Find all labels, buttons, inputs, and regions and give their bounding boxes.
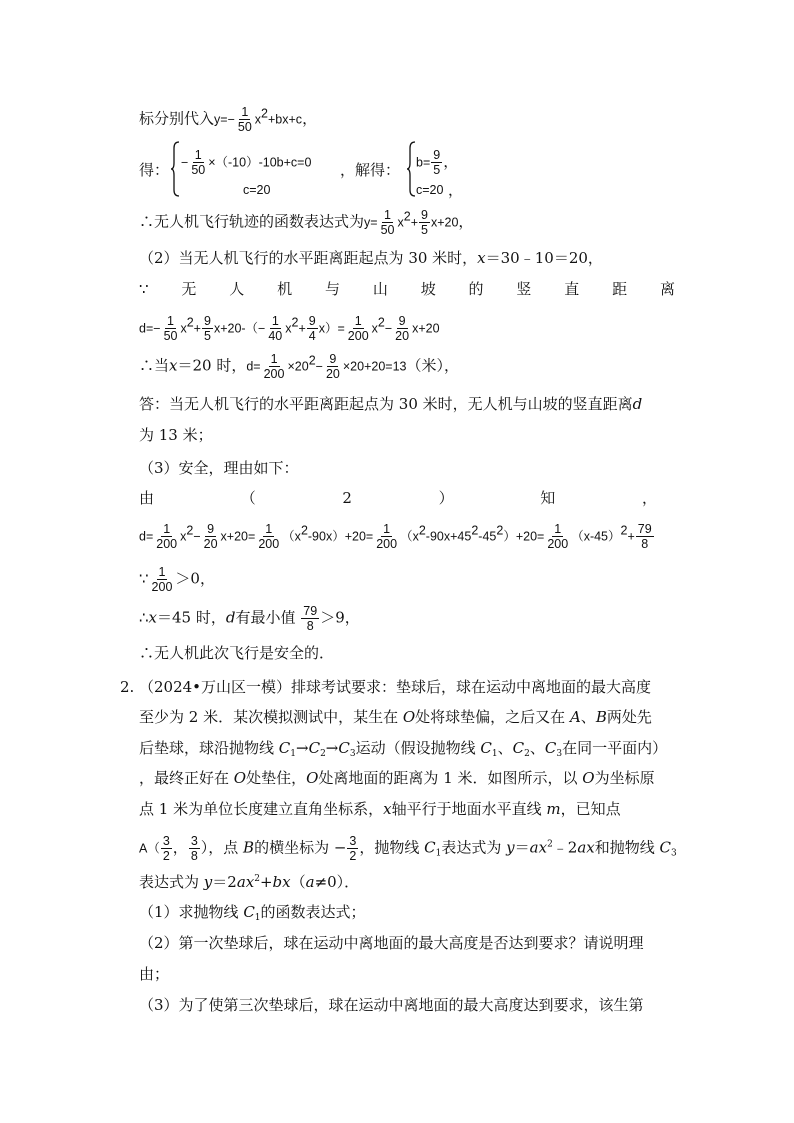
problem-text-line — [139, 872, 359, 892]
distance-expression-line — [139, 314, 440, 343]
variable: x — [477, 249, 486, 267]
denominator: 8 — [641, 537, 649, 551]
text: ∴当 — [139, 356, 170, 375]
text: 处将球垫偏，之后又在 — [415, 708, 570, 726]
variable: x — [148, 608, 158, 627]
minimum-line — [139, 604, 360, 633]
variable: C — [512, 739, 525, 757]
char: 知 — [540, 489, 556, 507]
fraction — [307, 314, 318, 343]
variable: m — [546, 800, 561, 818]
variable: O — [402, 708, 416, 726]
char: 2 — [342, 489, 352, 507]
numerator: 1 — [354, 314, 362, 328]
char: （ — [240, 489, 256, 507]
fraction — [236, 105, 254, 134]
text: 的函数表达式； — [260, 903, 366, 921]
text: ＝2 — [212, 873, 237, 891]
text: 后垫球，球沿抛物线 — [139, 739, 279, 757]
text: → — [296, 739, 309, 757]
text: （2）当无人机飞行的水平距离距起点为 30 米时， — [139, 249, 478, 267]
math: b= — [416, 155, 431, 170]
subscript: 2 — [320, 749, 326, 759]
variable: O — [306, 769, 319, 787]
numerator: 1 — [167, 314, 174, 328]
variable: B — [243, 838, 255, 857]
math: + — [410, 215, 418, 230]
text: ，最终正好在 — [139, 769, 234, 787]
subscript: 3 — [349, 749, 356, 759]
denominator: 200 — [547, 537, 569, 551]
text: ， — [458, 212, 474, 231]
math: x+20-（− — [213, 321, 266, 336]
fraction — [324, 352, 342, 381]
denominator: 200 — [347, 329, 369, 343]
variable: O — [233, 769, 247, 787]
denominator: 200 — [263, 367, 285, 381]
math: ×20+20=13 — [342, 359, 407, 374]
text: （1）求抛物线 — [139, 903, 244, 921]
math: x）= — [318, 321, 345, 336]
text: ≠0）． — [314, 873, 360, 891]
numerator: 1 — [158, 565, 166, 579]
char: ， — [641, 489, 657, 507]
math: （x — [282, 529, 301, 544]
variable: B — [595, 708, 607, 726]
exponent: 2 — [291, 315, 299, 330]
fraction — [636, 522, 654, 551]
text: ﹣2 — [552, 838, 578, 857]
text: 点 1 米为单位长度建立直角坐标系， — [139, 800, 384, 818]
math: x+20= — [220, 529, 256, 544]
variable: ax — [236, 873, 255, 891]
substitute-line — [139, 105, 317, 134]
math: x — [371, 321, 378, 336]
denominator: 20 — [325, 367, 340, 381]
numerator: 9 — [203, 314, 211, 328]
char: 人 — [229, 280, 245, 298]
text: ，抛物线 — [359, 838, 425, 857]
problem-number: 2. — [120, 678, 135, 696]
problem-text-line — [139, 738, 667, 758]
distance-value-line — [139, 352, 459, 381]
problem-text-line — [139, 799, 621, 819]
math: x — [254, 112, 262, 127]
denominator: 5 — [203, 329, 211, 343]
variable: A — [569, 708, 581, 726]
question-1 — [139, 902, 366, 922]
text: 处垫住， — [246, 769, 307, 787]
subscript: 1 — [435, 848, 442, 859]
text: 至少为 2 米．某次模拟测试中，某生在 — [139, 708, 403, 726]
fraction — [301, 604, 319, 633]
fraction — [379, 208, 397, 237]
variable: ax — [529, 838, 548, 857]
variable: y — [506, 838, 515, 857]
text: 和抛物线 — [594, 838, 660, 857]
math: d=− — [139, 321, 161, 336]
numerator: 3 — [190, 834, 198, 848]
fraction — [202, 522, 220, 551]
math: x+20 — [430, 215, 459, 230]
text: 表达式为 — [441, 838, 507, 857]
problem-text-line — [139, 834, 677, 863]
fraction — [419, 208, 430, 237]
math: x — [180, 529, 187, 544]
text: ＞9， — [320, 608, 360, 627]
variable: a — [305, 873, 315, 891]
variable: x — [383, 800, 392, 818]
numerator: 3 — [349, 834, 357, 848]
text: 表达式为 — [139, 873, 204, 891]
numerator: 79 — [637, 522, 652, 536]
exponent: 2 — [254, 874, 260, 884]
fraction — [161, 834, 172, 863]
numerator: 1 — [554, 522, 562, 536]
numerator: 9 — [433, 148, 441, 162]
math: x — [285, 321, 292, 336]
math: − — [181, 155, 189, 170]
numerator: 1 — [265, 522, 273, 536]
fraction — [150, 565, 175, 594]
numerator: 3 — [162, 834, 170, 848]
variable: C — [480, 739, 492, 757]
subscript: 1 — [254, 913, 261, 923]
text: 为坐标原 — [594, 769, 655, 787]
text: 、 — [497, 739, 513, 757]
char: 无 — [181, 280, 197, 298]
text: ∴无人机飞行轨迹的函数表达式为 — [139, 212, 365, 231]
math: ×（-10）-10b+c=0 — [208, 155, 312, 170]
math: ）+20= — [503, 529, 545, 544]
part2-line — [139, 248, 603, 268]
math: d= — [246, 359, 261, 374]
math: -90x+45 — [425, 529, 472, 544]
denominator: 5 — [421, 223, 428, 237]
math: +bx+c — [268, 112, 303, 127]
subscript: 3 — [671, 848, 677, 859]
numerator: 79 — [303, 604, 318, 618]
math: − — [315, 359, 323, 374]
math: − — [384, 321, 393, 336]
math: y= — [364, 215, 378, 230]
exponent: 2 — [186, 523, 194, 538]
text: 在同一平面内） — [562, 739, 668, 757]
exponent: 2 — [261, 106, 268, 121]
variable: C — [659, 838, 672, 857]
text: → — [325, 739, 339, 757]
exponent: 2 — [547, 839, 553, 850]
numerator: 9 — [329, 352, 337, 366]
denominator: 50 — [163, 329, 178, 343]
text: 处离地面的距离为 1 米．如图所示，以 — [318, 769, 583, 787]
answer-line — [139, 394, 642, 414]
problem-text-line — [139, 707, 652, 727]
math: + — [627, 529, 635, 544]
math: − — [193, 529, 201, 544]
subscript: 3 — [556, 749, 563, 759]
text: ， — [172, 838, 188, 857]
char: 距 — [612, 280, 628, 298]
text: ，已知点 — [560, 800, 621, 818]
variable: x — [169, 356, 178, 375]
exponent: 2 — [620, 523, 628, 538]
fraction — [154, 522, 179, 551]
denominator: 50 — [380, 223, 395, 237]
fraction — [393, 314, 411, 343]
text: ＝ — [514, 838, 530, 857]
fraction — [545, 522, 570, 551]
denominator: 8 — [306, 619, 314, 633]
numerator: 9 — [398, 314, 406, 328]
text: ∵ — [139, 569, 149, 588]
char: ） — [438, 489, 454, 507]
math: A（ — [139, 841, 160, 856]
left-brace-icon — [406, 141, 416, 197]
fraction — [202, 314, 213, 343]
char: 竖 — [516, 280, 532, 298]
math: − — [227, 112, 235, 127]
text: 有最小值 — [235, 608, 296, 627]
text: 、 — [529, 739, 545, 757]
text: 轴平行于地面水平直线 — [391, 800, 547, 818]
fraction — [346, 314, 371, 343]
denominator: 20 — [395, 329, 410, 343]
text: 的横坐标为 − — [254, 838, 347, 857]
char: 直 — [564, 280, 580, 298]
fraction — [431, 148, 442, 177]
text: ＝30﹣10＝20， — [485, 249, 603, 267]
solution-row-2: c=20 — [416, 183, 444, 197]
denominator: 4 — [308, 329, 316, 343]
part3-line: （3）安全，理由如下： — [139, 459, 299, 477]
equation-row-2: c=20 — [243, 183, 271, 197]
text: ， — [444, 356, 460, 375]
denominator: 200 — [151, 580, 173, 594]
denominator: 5 — [433, 163, 441, 177]
denominator: 50 — [191, 163, 206, 177]
variable: bx — [272, 873, 291, 891]
numerator: 1 — [194, 148, 202, 162]
variable: C — [424, 838, 436, 857]
variable: d — [225, 608, 236, 627]
numerator: 1 — [241, 105, 249, 119]
math: （x-45） — [571, 529, 621, 544]
math: x+20 — [412, 321, 440, 336]
spread-line-2 — [139, 488, 657, 508]
math: + — [298, 321, 306, 336]
function-expression-line — [139, 208, 473, 237]
text: ， — [443, 152, 459, 171]
fraction — [256, 522, 281, 551]
exponent: 2 — [308, 353, 316, 368]
fraction — [374, 522, 399, 551]
text: ＝20 时， — [177, 356, 247, 375]
char: 坡 — [420, 280, 436, 298]
denominator: 200 — [156, 537, 178, 551]
math: ×20 — [287, 359, 309, 374]
text: + — [259, 873, 273, 891]
numerator: 9 — [308, 314, 316, 328]
denominator: 2 — [349, 849, 357, 863]
char: 离 — [659, 280, 675, 298]
fraction — [162, 314, 180, 343]
text: ， — [448, 181, 464, 199]
variable: y — [203, 873, 213, 891]
variable: O — [582, 769, 595, 787]
char: 的 — [468, 280, 484, 298]
numerator: 1 — [271, 314, 279, 328]
answer-line-2: 为 13 米； — [139, 426, 213, 444]
exponent: 2 — [186, 315, 194, 330]
char: 与 — [324, 280, 340, 298]
text: 、 — [580, 708, 596, 726]
equation-row-1 — [181, 148, 311, 177]
subscript: 1 — [290, 749, 296, 759]
problem-text-line: （2024•万山区一模）排球考试要求：垫球后，球在运动中离地面的最大高度 — [139, 678, 652, 696]
fraction — [262, 352, 287, 381]
math: -90x）+20= — [307, 529, 374, 544]
fraction — [266, 314, 284, 343]
text: ， — [302, 109, 318, 128]
variable: C — [544, 739, 557, 757]
denominator: 200 — [376, 537, 398, 551]
denominator: 200 — [258, 537, 280, 551]
exponent: 2 — [377, 315, 385, 330]
char: 机 — [277, 280, 293, 298]
fraction — [189, 834, 200, 863]
math: y= — [214, 112, 228, 127]
subscript: 2 — [524, 749, 530, 759]
question-3: （3）为了使第三次垫球后，球在运动中离地面的最大高度达到要求，该生第 — [139, 996, 644, 1014]
left-brace-icon — [170, 141, 180, 197]
numerator: 1 — [384, 208, 391, 222]
denominator: 50 — [237, 120, 252, 134]
variable: C — [278, 739, 291, 757]
variable: C — [308, 739, 321, 757]
numerator: 1 — [163, 522, 171, 536]
math: d= — [139, 529, 154, 544]
question-2-cont: 由； — [139, 965, 170, 983]
text: ），点 — [200, 838, 244, 857]
variable: C — [243, 903, 255, 921]
exponent: 2 — [300, 523, 308, 538]
text: （米） — [406, 356, 444, 375]
denominator: 8 — [190, 849, 198, 863]
solution-row-1 — [416, 148, 458, 177]
subscript: 1 — [491, 749, 498, 759]
exponent: 2 — [418, 523, 426, 538]
conclusion-line: ∴无人机此次飞行是安全的． — [139, 644, 335, 662]
numerator: 1 — [383, 522, 391, 536]
numerator: 1 — [270, 352, 278, 366]
math: + — [193, 321, 201, 336]
text: 标分别代入 — [139, 109, 215, 128]
exponent: 2 — [471, 523, 479, 538]
text: 答：当无人机飞行的水平距离距起点为 30 米时，无人机与山坡的竖直距离 — [139, 395, 633, 413]
char: 山 — [372, 280, 388, 298]
numerator: 9 — [421, 208, 428, 222]
completing-square-line — [139, 522, 655, 551]
numerator: 9 — [207, 522, 215, 536]
fraction — [347, 834, 358, 863]
denominator: 20 — [203, 537, 218, 551]
math: （x — [400, 529, 419, 544]
question-2: （2）第一次垫球后，球在运动中离地面的最大高度是否达到要求？请说明理 — [139, 934, 644, 952]
problem-text-line — [139, 768, 655, 788]
math: -45 — [478, 529, 497, 544]
text: 得： — [139, 161, 170, 179]
char: ∵ — [139, 280, 149, 298]
text: （ — [290, 873, 306, 891]
text: 运动（假设抛物线 — [355, 739, 481, 757]
text: ＞0， — [175, 569, 215, 588]
text: ＝45 时， — [157, 608, 226, 627]
because-line — [139, 565, 215, 594]
exponent: 2 — [496, 523, 504, 538]
char: 由 — [139, 489, 155, 507]
denominator: 40 — [268, 329, 283, 343]
exponent: 2 — [403, 209, 411, 224]
variable: ax — [577, 838, 595, 857]
spread-line — [139, 279, 675, 299]
math: x — [180, 321, 187, 336]
denominator: 2 — [162, 849, 170, 863]
variable: C — [338, 739, 350, 757]
math: x — [397, 215, 404, 230]
variable: d — [632, 395, 643, 413]
text: ∴ — [139, 608, 149, 627]
fraction — [189, 148, 207, 177]
text: ，解得： — [340, 161, 401, 179]
text: 两处先 — [606, 708, 652, 726]
